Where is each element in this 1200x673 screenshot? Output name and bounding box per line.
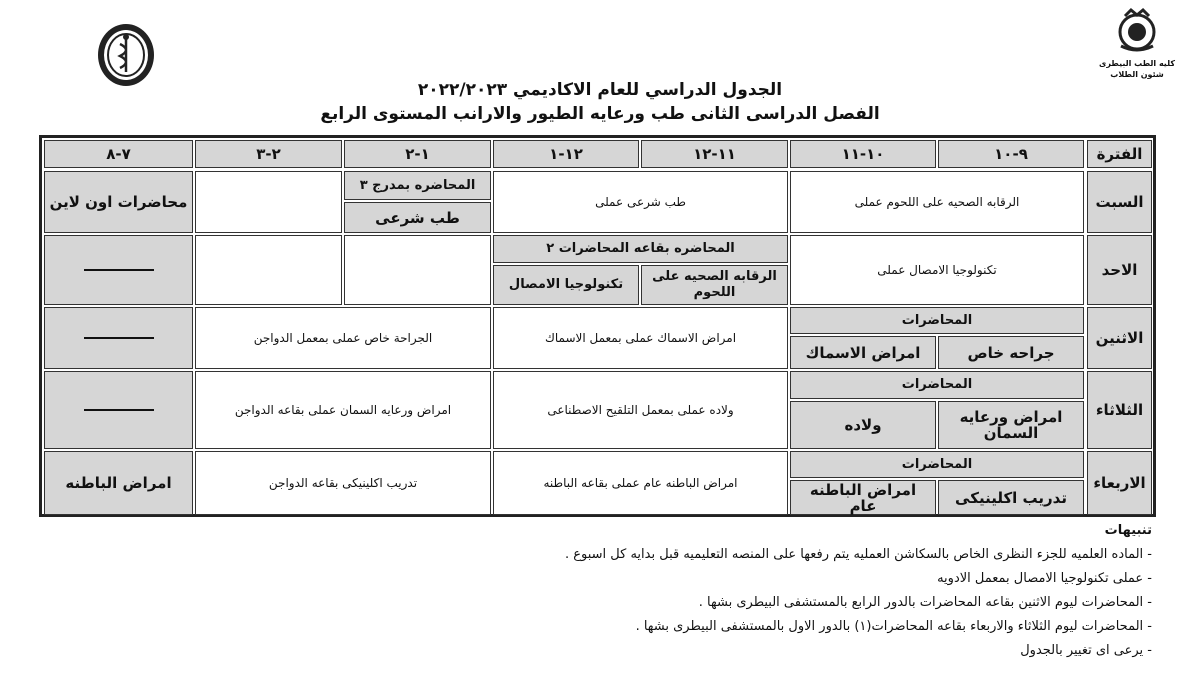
tue-no-session <box>44 371 193 449</box>
header-period-3: ١١-١٢ <box>641 140 788 168</box>
mon-no-session <box>44 307 193 369</box>
day-wednesday: الاربعاء <box>1087 451 1152 515</box>
mon-fish-diseases-practical: امراض الاسماك عملى بمعمل الاسماك <box>493 307 788 369</box>
wed-internal-medicine-practical: امراض الباطنه عام عملى بقاعه الباطنه <box>493 451 788 515</box>
sun-no-session <box>44 235 193 305</box>
note-item: - المحاضرات ليوم الثلاثاء والاربعاء بقاعه المحاضرات(١) بالدور الاول بالمستشفى البيطرى بشها . <box>635 619 1152 634</box>
notes-section <box>52 519 1152 663</box>
sat-online-lectures: محاضرات اون لاين <box>44 171 193 233</box>
wed-clinical-training-lecture: تدريب اكلينيكى <box>938 480 1084 515</box>
sat-forensic-practical: طب شرعى عملى <box>493 171 788 233</box>
sat-meat-inspection-practical: الرقابه الصحيه على اللحوم عملى <box>790 171 1084 233</box>
header-period-4: ١٢-١ <box>493 140 639 168</box>
header-period-label: الفترة <box>1087 140 1152 168</box>
header-period-5: ١-٢ <box>344 140 491 168</box>
mon-fish-diseases-lecture: امراض الاسماك <box>790 336 936 369</box>
header-period-2: ١٠-١١ <box>790 140 936 168</box>
sat-lecture-hall: المحاضره بمدرج ٣ <box>344 171 491 200</box>
tue-obstetrics-practical: ولاده عملى بمعمل التلقيح الاصطناعى <box>493 371 788 449</box>
dash-line <box>84 337 154 339</box>
university-seal-logo <box>96 22 156 88</box>
sat-empty-slot <box>195 171 342 233</box>
tue-quail-diseases-practical: امراض ورعايه السمان عملى بقاعه الدواجن <box>195 371 491 449</box>
office-name: شئون الطلاب <box>1110 70 1164 79</box>
wed-internal-medicine-online: امراض الباطنه <box>44 451 193 515</box>
note-item: - يرعى اى تغيير بالجدول <box>1020 643 1152 658</box>
mon-special-surgery-lecture: جراحه خاص <box>938 336 1084 369</box>
wed-internal-medicine-lecture: امراض الباطنه عام <box>790 480 936 515</box>
tue-quail-diseases-lecture: امراض ورعايه السمان <box>938 401 1084 449</box>
tue-obstetrics-lecture: ولاده <box>790 401 936 449</box>
dash-line <box>84 269 154 271</box>
sun-empty-slot-1 <box>344 235 491 305</box>
note-item: - المحاضرات ليوم الاثنين بقاعه المحاضرات بالدور الرابع بالمستشفى البيطرى بشها . <box>698 595 1152 610</box>
day-sunday: الاحد <box>1087 235 1152 305</box>
header-period-7: ٧-٨ <box>44 140 193 168</box>
wed-lectures-label: المحاضرات <box>790 451 1084 478</box>
wed-clinical-training-practical: تدريب اكلينيكى بقاعه الدواجن <box>195 451 491 515</box>
sun-meat-inspection-lecture: الرقابه الصحيه على اللحوم <box>641 265 788 305</box>
faculty-name: كليه الطب البيطرى <box>1099 59 1175 68</box>
sun-serum-tech-practical: تكنولوجيا الامصال عملى <box>790 235 1084 305</box>
mon-special-surgery-practical: الجراحة خاص عملى بمعمل الدواجن <box>195 307 491 369</box>
tue-lectures-label: المحاضرات <box>790 371 1084 399</box>
mon-lectures-label: المحاضرات <box>790 307 1084 334</box>
dash-line <box>84 409 154 411</box>
header-period-6: ٢-٣ <box>195 140 342 168</box>
sun-empty-slot-2 <box>195 235 342 305</box>
schedule-table <box>39 135 1156 517</box>
day-tuesday: الثلاثاء <box>1087 371 1152 449</box>
sun-serum-tech-lecture: تكنولوجيا الامصال <box>493 265 639 305</box>
day-monday: الاثنين <box>1087 307 1152 369</box>
faculty-crest-icon <box>1113 6 1161 54</box>
note-item: - الماده العلميه للجزء النظرى الخاص بالسكاشن العمليه يتم رفعها على المنصه التعليميه قبل بدايه كل اسبوع . <box>564 547 1152 562</box>
note-item: - عملى تكنولوجيا الامصال بمعمل الادويه <box>937 571 1152 586</box>
faculty-logo <box>1082 6 1192 96</box>
notes-heading: تنبيهات <box>1104 523 1152 538</box>
page-title: الجدول الدراسي للعام الاكاديمي ٢٠٢٢/٢٠٢٣ <box>417 80 783 100</box>
header-period-1: ٩-١٠ <box>938 140 1084 168</box>
sun-lecture-hall: المحاضره بقاعه المحاضرات ٢ <box>493 235 788 263</box>
page-subtitle: الفصل الدراسى الثانى طب ورعايه الطيور والارانب المستوى الرابع <box>320 104 880 124</box>
sat-forensic-lecture: طب شرعى <box>344 202 491 233</box>
day-saturday: السبت <box>1087 171 1152 233</box>
